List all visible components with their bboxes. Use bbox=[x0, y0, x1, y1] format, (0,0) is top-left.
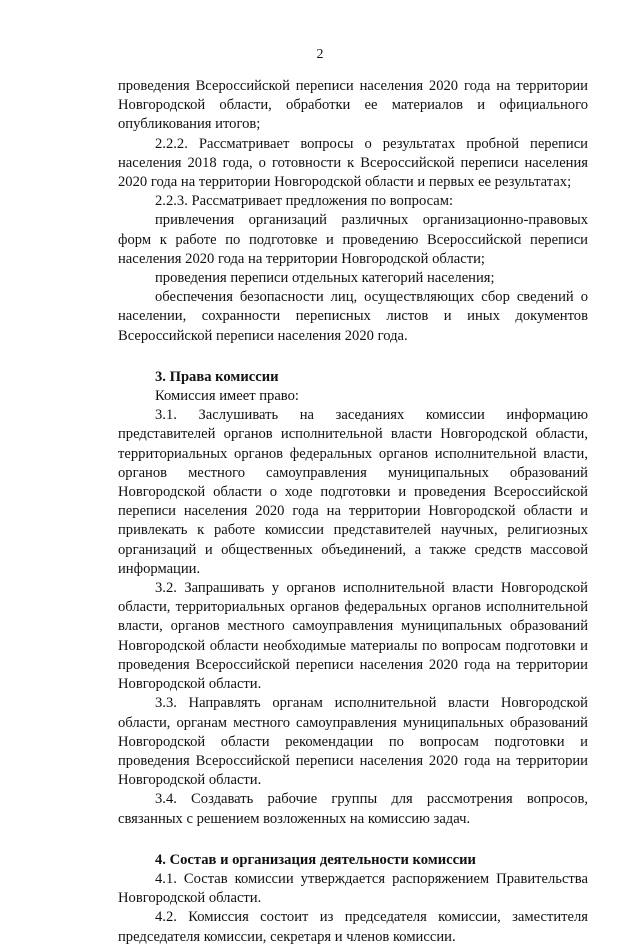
paragraph-4-1: 4.1. Состав комиссии утверждается распоряжением Правительства Новгородской области. bbox=[118, 870, 588, 907]
list-item-organizations: привлечения организаций различных организационно-правовых форм к работе по подготовке и проведению Всероссийской переписи населения 2020 года на территории Новгородской области; bbox=[118, 212, 588, 267]
paragraph-continuation: проведения Всероссийской переписи населения 2020 года на территории Новгородской области, обработки ее материалов и официального опубликования итогов; bbox=[118, 78, 588, 133]
page-number: 2 bbox=[316, 47, 324, 62]
paragraph-2-2-3: 2.2.3. Рассматривает предложения по вопросам: bbox=[155, 193, 454, 210]
paragraph-3-3: 3.3. Направлять органам исполнительной власти Новгородской области, органам местного самоуправления муниципальных образований Новгородской области рекомендации по вопросам подготовки и проведения Всероссийской переписи населения 2020 года на территории Новгородской области. bbox=[118, 695, 588, 789]
paragraph-3-2: 3.2. Запрашивать у органов исполнительной власти Новгородской области, территориальных органов федеральных органов исполнительной власти, органов местного самоуправления муниципальных образований Новгородской области необходимые материалы по вопросам подготовки и проведения Всероссийской переписи населения 2020 года на территории Новгородской области. bbox=[118, 580, 588, 693]
paragraph-3-1: 3.1. Заслушивать на заседаниях комиссии информацию представителей органов исполнительной власти Новгородской области, территориальных органов федеральных органов исполнительной власти, органов местного самоуправления муниципальных образований Новгородской области о ходе подготовки и проведения Всероссийской переписи населения 2020 года на территории Новгородской области и привлекать к работе комиссии представителей научных, религиозных организаций и общественных объединений, а также средств массовой информации. bbox=[118, 407, 588, 577]
paragraph-rights-intro: Комиссия имеет право: bbox=[155, 388, 299, 405]
list-item-categories: проведения переписи отдельных категорий населения; bbox=[155, 270, 495, 287]
document-body bbox=[118, 77, 588, 947]
section-heading-3: 3. Права комиссии bbox=[155, 368, 279, 385]
paragraph-3-4: 3.4. Создавать рабочие группы для рассмотрения вопросов, связанных с решением возложенных на комиссию задач. bbox=[118, 791, 588, 827]
list-item-security: обеспечения безопасности лиц, осуществляющих сбор сведений о населении, сохранности переписных листов и иных документов Всероссийской переписи населения 2020 года. bbox=[118, 289, 588, 344]
paragraph-2-2-2: 2.2.2. Рассматривает вопросы о результатах пробной переписи населения 2018 года, о готовности к Всероссийской переписи населения 2020 года на территории Новгородской области и первых ее результатах; bbox=[118, 135, 588, 191]
section-heading-4: 4. Состав и организация деятельности комиссии bbox=[155, 851, 476, 868]
paragraph-4-2: 4.2. Комиссия состоит из председателя комиссии, заместителя председателя комиссии, секретаря и членов комиссии. bbox=[118, 909, 588, 945]
